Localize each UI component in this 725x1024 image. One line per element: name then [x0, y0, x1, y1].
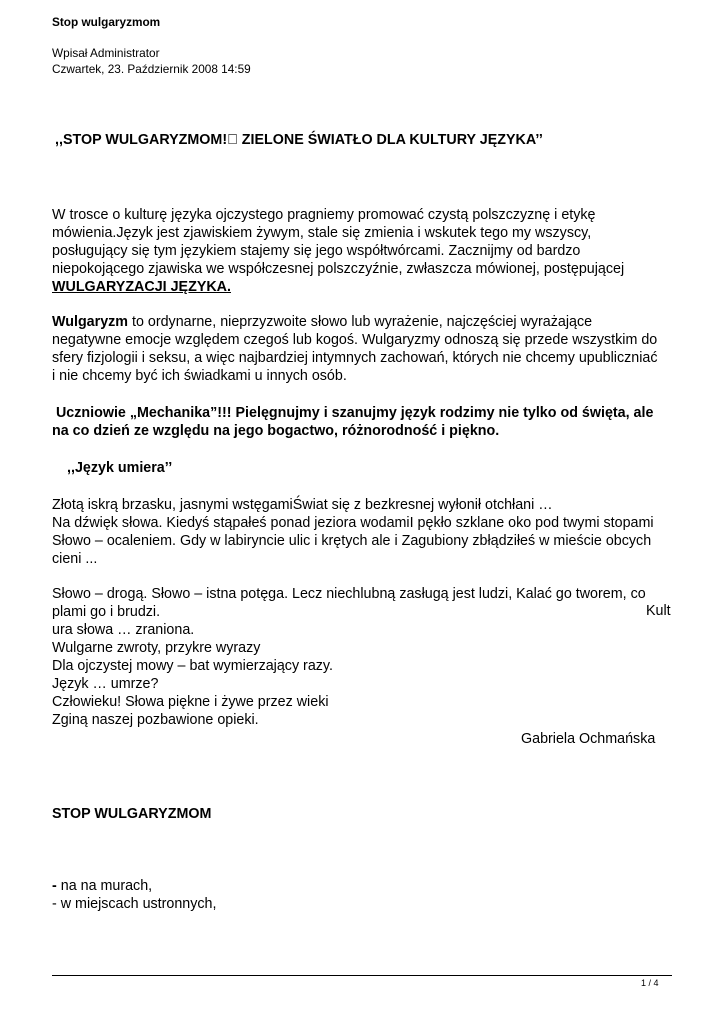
bullet-list — [52, 877, 672, 913]
text-line: mówienia.Język jest zjawiskiem żywym, stale się zmienia i wskutek tego my wszyscy, — [52, 225, 592, 241]
section-heading: STOP WULGARYZMOM — [52, 806, 212, 822]
text-line: sfery fizjologii i seksu, a więc najbardziej intymnych zachowań, których nie chcemy upubliczniać — [52, 350, 658, 366]
poem-fragment: Kult — [646, 603, 671, 619]
poem-line: ura słowa … zraniona. — [52, 622, 195, 638]
poem-line: Złotą iskrą brzasku, jasnymi wstęgamiŚwiat się z bezkresnej wyłonił otchłani … — [52, 497, 553, 513]
page-title: Stop wulgaryzmom — [52, 15, 161, 29]
list-item: - w miejscach ustronnych, — [52, 896, 217, 912]
poem-line: plami go i brudzi. — [52, 604, 161, 620]
text-line — [52, 313, 672, 331]
date-line: Czwartek, 23. Październik 2008 14:59 — [52, 62, 251, 76]
poem-line: Człowieku! Słowa piękne i żywe przez wieki — [52, 694, 329, 710]
poem-signature: Gabriela Ochmańska — [521, 731, 656, 747]
poem-line: Zginą naszej pozbawione opieki. — [52, 712, 259, 728]
appeal-paragraph — [52, 404, 672, 440]
poem-line: Słowo – ocaleniem. Gdy w labiryncie ulic i krętych ale i Zagubiony zbłądziłeś w mieście obcych — [52, 533, 652, 549]
poem-line: Język … umrze? — [52, 676, 159, 692]
footer-divider — [52, 975, 672, 976]
list-item — [52, 877, 672, 895]
poem-stanza — [52, 585, 672, 729]
text-span: to ordynarne, nieprzyzwoite słowo lub wyrażenie, najczęściej wyrażające — [128, 314, 593, 330]
article-headline: ,,STOP WULGARYZMOM!  ZIELONE ŚWIATŁO DLA KULTURY JĘZYKA’’ — [55, 132, 543, 148]
text-line: na co dzień ze względu na jego bogactwo, różnorodność i piękno. — [52, 423, 500, 439]
poem-line: Wulgarne zwroty, przykre wyrazy — [52, 640, 261, 656]
poem-line: Na dźwięk słowa. Kiedyś stąpałeś ponad jeziora wodamiI pękło szklane oko pod twymi stopami — [52, 515, 654, 531]
text-line: i nie chcemy być ich świadkami u innych osób. — [52, 368, 347, 384]
poem-title: ,,Język umiera’’ — [67, 460, 173, 476]
page-number: 1 / 4 — [641, 978, 659, 988]
list-dash: - — [52, 878, 57, 894]
text-line: posługujący się tym językiem stajemy się jego współtwórcami. Zacznijmy od bardzo — [52, 243, 581, 259]
poem-line: Słowo – drogą. Słowo – istna potęga. Lecz niechlubną zasługą jest ludzi, Kalać go tworem, co — [52, 586, 646, 602]
poem-stanza — [52, 496, 672, 568]
text-line: negatywne emocje względem czegoś lub kogoś. Wulgaryzmy odnoszą się przede wszystkim do — [52, 332, 658, 348]
poem-line: cieni ... — [52, 551, 98, 567]
poem-line: Dla ojczystej mowy – bat wymierzający razy. — [52, 658, 333, 674]
text-line: W trosce o kulturę języka ojczystego pragniemy promować czystą polszczyznę i etykę — [52, 207, 596, 223]
text-line: niepokojącego zjawiska we współczesnej polszczyźnie, zwłaszcza mówionej, postępującej — [52, 261, 625, 277]
text-line: Uczniowie „Mechanika”!!! Pielęgnujmy i szanujmy język rodzimy nie tylko od święta, ale — [52, 405, 654, 421]
list-item-text: na na murach, — [56, 878, 153, 894]
definition-paragraph — [52, 313, 672, 385]
defined-term: Wulgaryzm — [52, 314, 129, 330]
intro-paragraph — [52, 206, 672, 296]
emphasis-text: WULGARYZACJI JĘZYKA. — [52, 279, 231, 295]
author-line: Wpisał Administrator — [52, 46, 160, 60]
